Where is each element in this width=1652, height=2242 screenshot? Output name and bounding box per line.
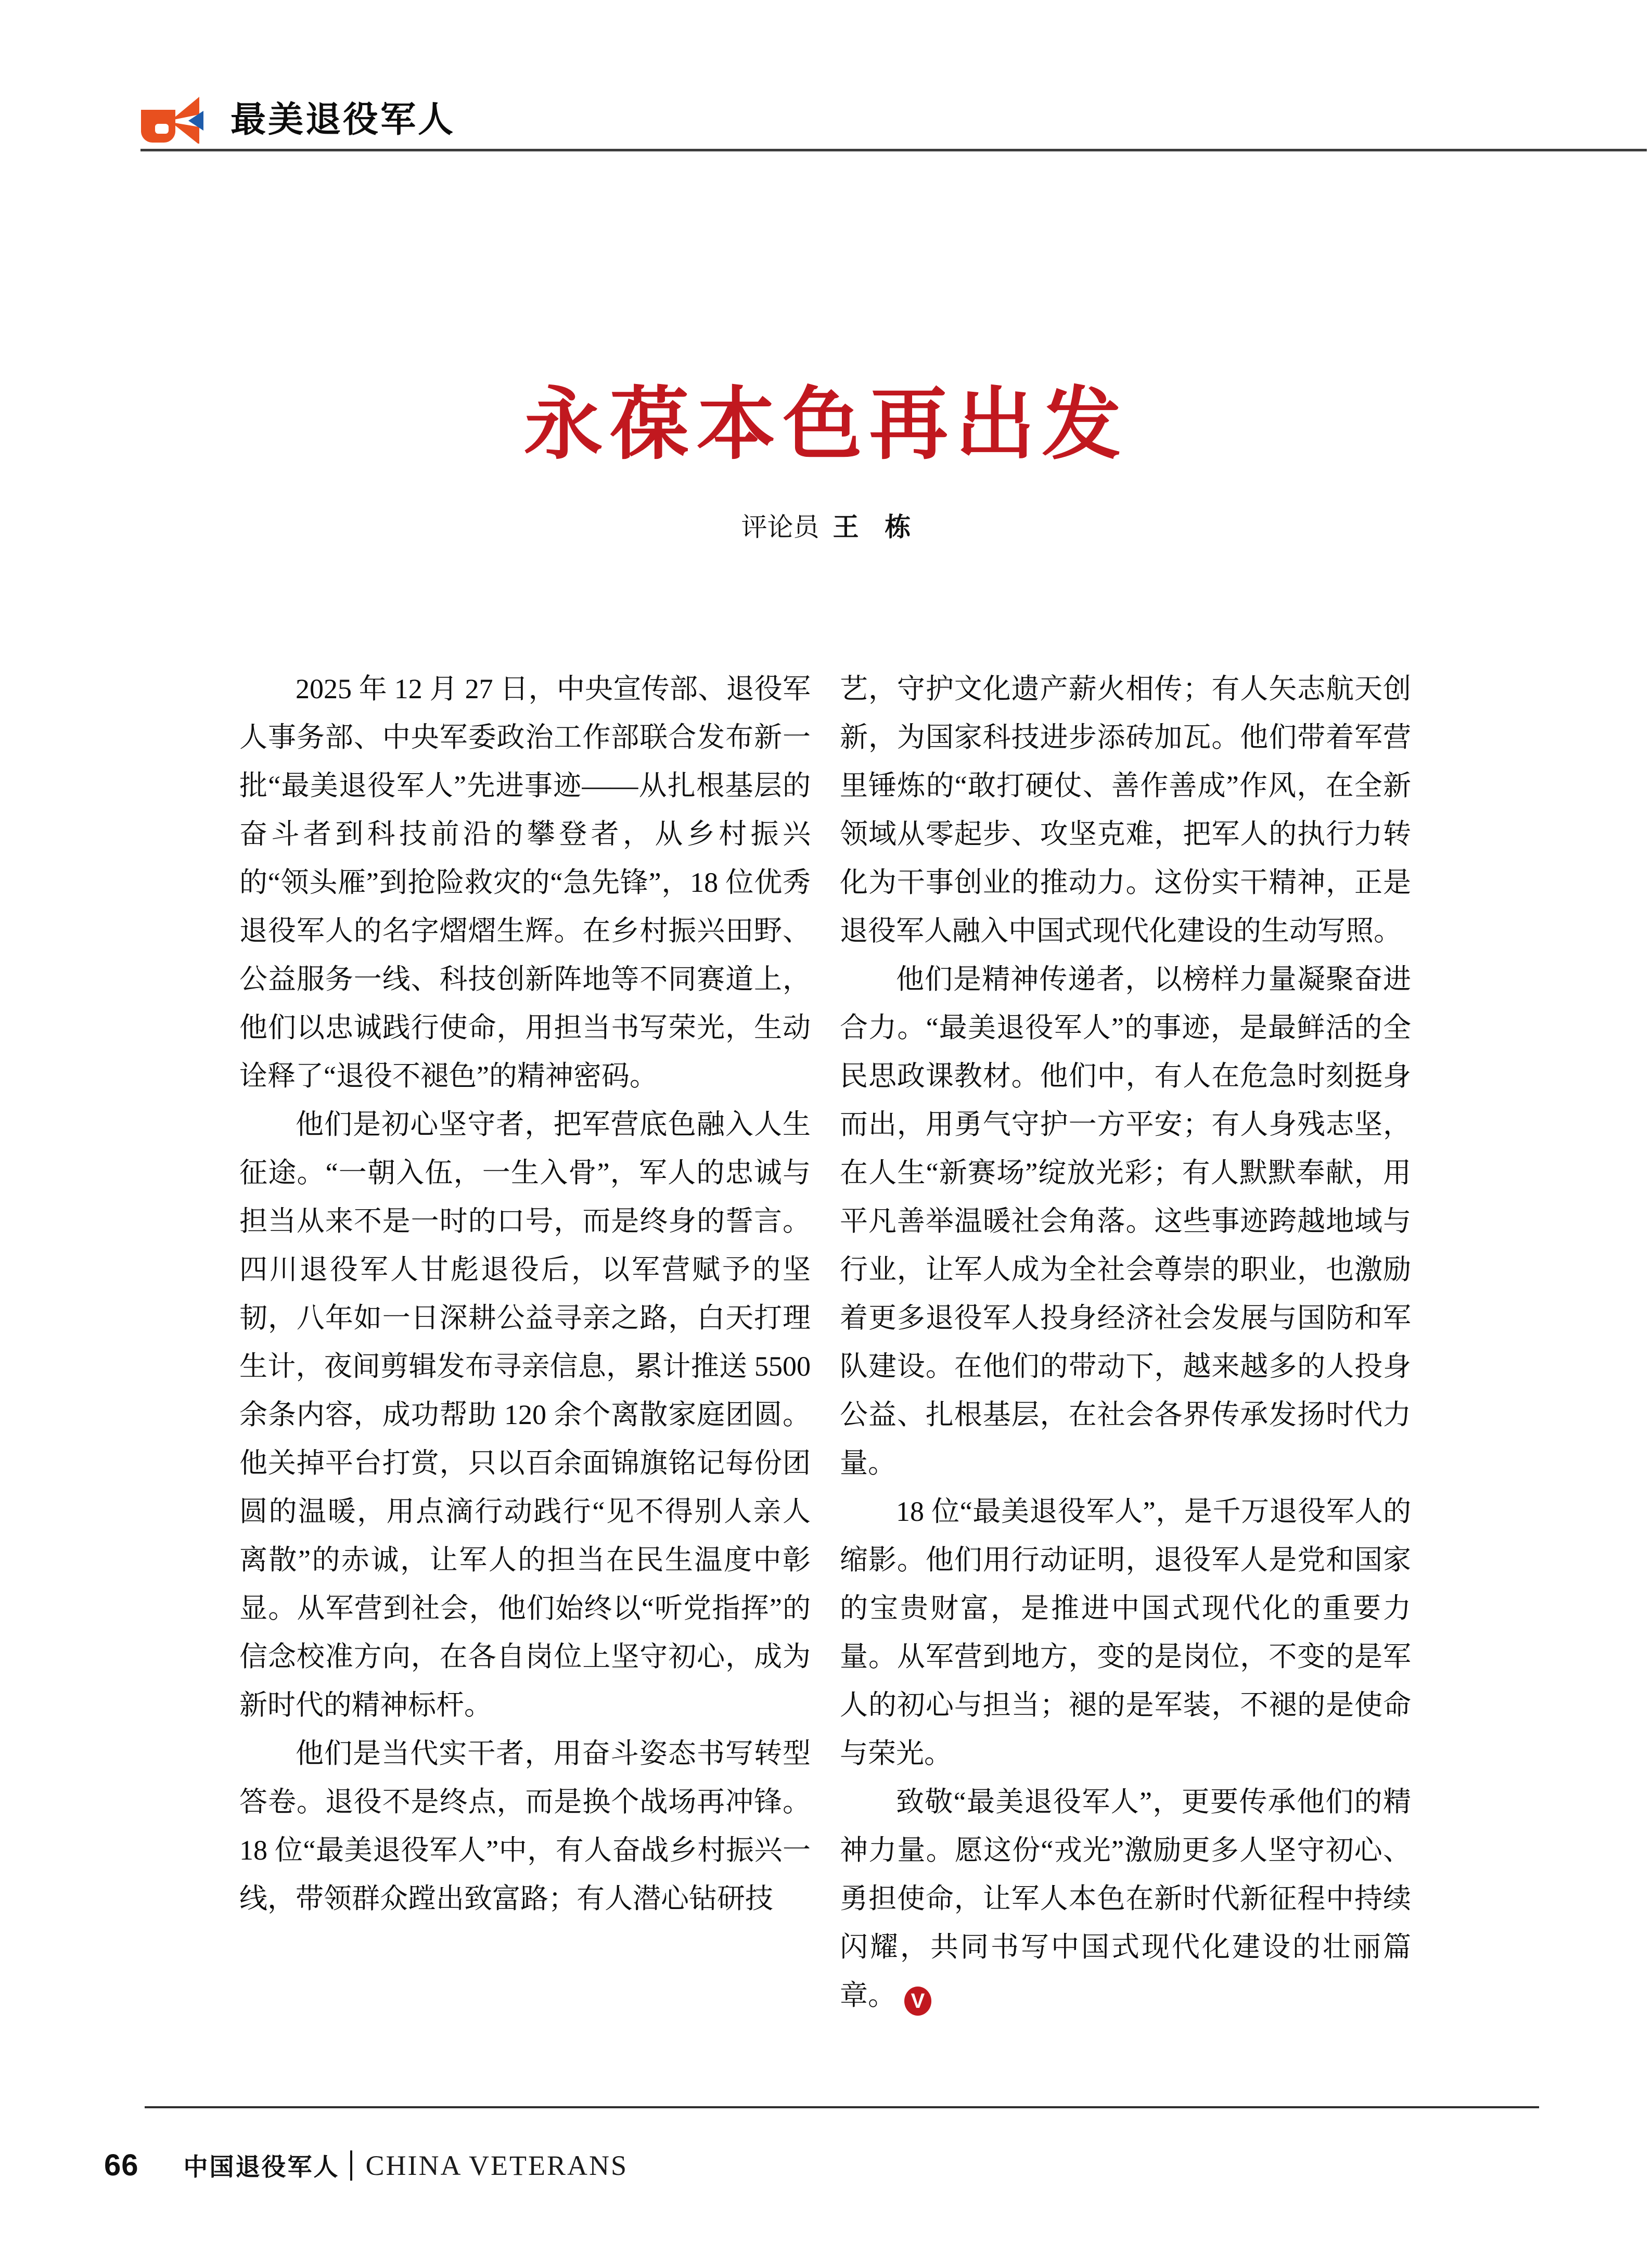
footer-divider-line <box>145 2106 1539 2108</box>
article-title: 永葆本色再出发 <box>523 381 1129 469</box>
magazine-title-en: CHINA VETERANS <box>365 2149 629 2181</box>
end-of-article-icon: V <box>904 1987 931 2016</box>
paragraph-text: 致敬“最美退役军人”，更要传承他们的精神力量。愿这份“戎光”激励更多人坚守初心、勇担使命，让军人本色在新时代新征程中持续闪耀，共同书写中国式现代化建设的壮丽篇章。 <box>840 1786 1411 2011</box>
china-veterans-bugle-logo-icon <box>141 96 203 144</box>
article-paragraph: 他们是精神传递者，以榜样力量凝聚奋进合力。“最美退役军人”的事迹，是最鲜活的全民思政课教材。他们中，有人在危急时刻挺身而出，用勇气守护一方平安；有人身残志坚，在人生“新赛场”绽放光彩；有人默默奉献，用平凡善举温暖社会角落。这些事迹跨越地域与行业，让军人成为全社会尊崇的职业，也激励着更多退役军人投身经济社会发展与国防和军队建设。在他们的带动下，越来越多的人投身公益、扎根基层，在社会各界传承发扬时代力量。 <box>840 964 1411 1479</box>
magazine-title-cn: 中国退役军人 <box>183 2153 340 2181</box>
column-right <box>840 665 1411 2020</box>
header-divider <box>140 149 1647 151</box>
article-paragraph <box>840 1778 1411 2020</box>
article-paragraph: 他们是初心坚守者，把军营底色融入人生征途。“一朝入伍，一生入骨”，军人的忠诚与担当从来不是一时的口号，而是终身的誓言。四川退役军人甘彪退役后，以军营赋予的坚韧，八年如一日深耕公益寻亲之路，白天打理生计，夜间剪辑发布寻亲信息，累计推送 5500 余条内容，成功帮助 120 余个离散家庭团圆。他关掉平台打赏，只以百余面锦旗铭记每份团圆的温暖，用点滴行动践行“见不得别人亲人离散”的赤诚，让军人的担当在民生温度中彰显。从军营到社会，他们始终以“听党指挥”的信念校准方向，在各自岗位上坚守初心，成为新时代的精神标杆。 <box>239 1109 811 1721</box>
section-title: 最美退役军人 <box>230 100 456 139</box>
article-paragraph: 他们是当代实干者，用奋斗姿态书写转型答卷。退役不是终点，而是换个战场再冲锋。18 位“最美退役军人”中，有人奋战乡村振兴一线，带领群众蹚出致富路；有人潜心钻研技 <box>239 1738 811 1914</box>
article-paragraph: 艺，守护文化遗产薪火相传；有人矢志航天创新，为国家科技进步添砖加瓦。他们带着军营里锤炼的“敢打硬仗、善作善成”作风，在全新领域从零起步、攻坚克难，把军人的执行力转化为干事创业的推动力。这份实干精神，正是退役军人融入中国式现代化建设的生动写照。 <box>840 673 1411 946</box>
byline <box>0 511 1652 543</box>
byline-author: 王 栋 <box>833 513 911 542</box>
footer <box>104 2148 628 2183</box>
article-body <box>239 665 1411 2020</box>
article-paragraph: 2025 年 12 月 27 日，中央宣传部、退役军人事务部、中央军委政治工作部联合发布新一批“最美退役军人”先进事迹——从扎根基层的奋斗者到科技前沿的攀登者，从乡村振兴的“领头雁”到抢险救灾的“急先锋”，18 位优秀退役军人的名字熠熠生辉。在乡村振兴田野、公益服务一线、科技创新阵地等不同赛道上，他们以忠诚践行使命，用担当书写荣光，生动诠释了“退役不褪色”的精神密码。 <box>239 673 811 1092</box>
article-paragraph: 18 位“最美退役军人”，是千万退役军人的缩影。他们用行动证明，退役军人是党和国家的宝贵财富，是推进中国式现代化的重要力量。从军营到地方，变的是岗位，不变的是军人的初心与担当；褪的是军装，不褪的是使命与荣光。 <box>840 1496 1411 1769</box>
footer-vertical-bar <box>350 2150 352 2181</box>
byline-label: 评论员 <box>741 513 819 542</box>
page-number: 66 <box>104 2148 139 2182</box>
column-left <box>239 665 811 2020</box>
